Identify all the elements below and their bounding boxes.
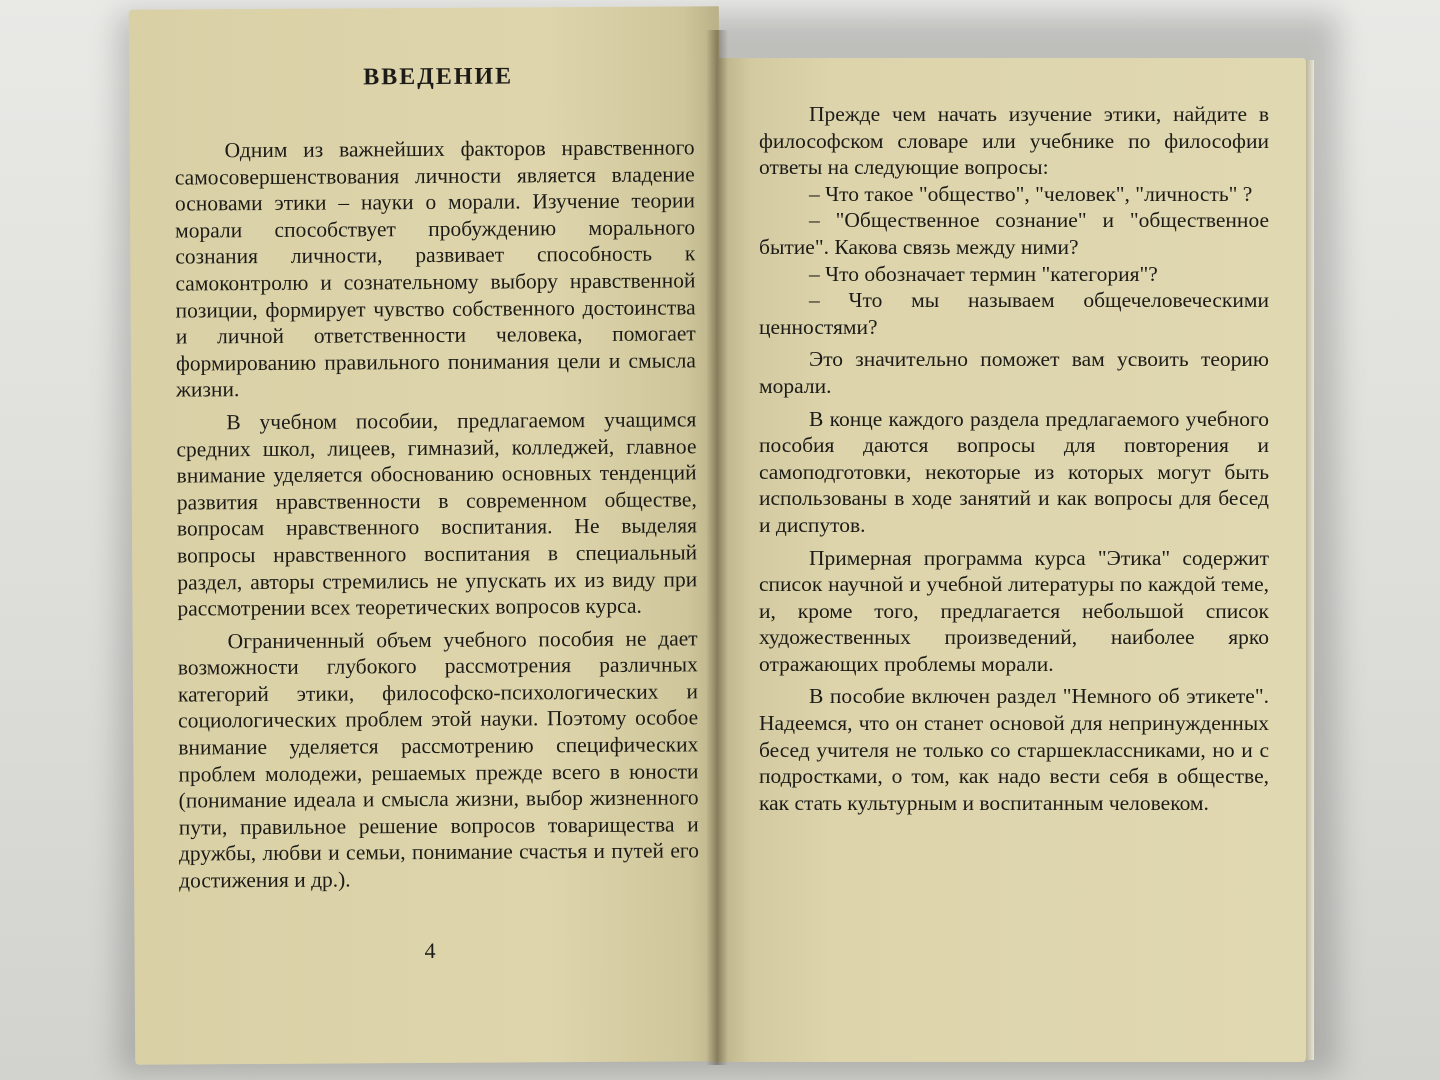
question-4: – Что мы называем общечеловеческими ценностями?	[759, 288, 1269, 339]
right-paragraph-4: В пособие включен раздел "Немного об этикете". Надеемся, что он станет основой для непринужденных бесед учителя не только со старшеклассниками, но и с подростками, о том, как надо вести себя в обществе, как стать культурным и воспитанным человеком.	[759, 684, 1269, 815]
right-paragraph-3: Примерная программа курса "Этика" содержит список научной и учебной литературы по каждой теме, и, кроме того, предлагается небольшой список художественных произведений, наиболее ярко отражающих проблемы морали.	[759, 545, 1269, 676]
left-page	[129, 6, 725, 1065]
left-paragraph-3: Ограниченный объем учебного пособия не дает возможности глубокого рассмотрения различных категорий этики, философско-психологических и социологических проблем этой науки. Поэтому особое внимание уделяется рассмотрению специфических проблем молодежи, решаемых прежде всего в юности (понимание идеала и смысла жизни, выбор жизненного пути, правильное решение вопросов товарищества и дружбы, любви и семьи, понимание счастья и путей его достижения и др.).	[177, 626, 700, 893]
right-paragraph-1: Это значительно поможет вам усвоить теорию морали.	[759, 347, 1269, 398]
question-2: – "Общественное сознание" и "общественное бытие". Какова связь между ними?	[759, 208, 1269, 259]
page-edge	[1306, 60, 1314, 1060]
right-page	[716, 58, 1306, 1062]
right-page-text	[759, 101, 1269, 816]
question-1: – Что такое "общество", "человек", "личность" ?	[809, 181, 1253, 206]
question-3: – Что обозначает термин "категория"?	[809, 261, 1158, 286]
book-gutter	[706, 30, 728, 1065]
page-number: 4	[424, 937, 436, 964]
left-paragraph-2: В учебном пособии, предлагаемом учащимся средних школ, лицеев, гимназий, колледжей, главное внимание уделяется обоснованию основных тенденций развития нравственности в современном обществе, вопросам нравственного воспитания. Не выделяя вопросы нравственного воспитания в специальный раздел, авторы стремились не упускать их из виду при рассмотрении всех теоретических вопросов курса.	[176, 407, 698, 621]
left-paragraph-1: Одним из важнейших факторов нравственного самосовершенствования личности является владение основами этики – науки о морали. Изучение теории морали способствует пробуждению морального сознания личности, развивает способность к самоконтролю и сознательному выбору нравственной позиции, формирует чувство собственного достоинства и личной ответственности человека, помогает формированию правильного понимания цели и смысла жизни.	[174, 135, 697, 402]
right-paragraph-2: В конце каждого раздела предлагаемого учебного пособия даются вопросы для повторения и самоподготовки, некоторые из которых могут быть использованы в ходе занятий и как вопросы для бесед и диспутов.	[759, 406, 1269, 537]
page-title: ВВЕДЕНИЕ	[363, 63, 514, 91]
left-page-text	[175, 134, 700, 894]
right-intro-paragraph: Прежде чем начать изучение этики, найдите в философском словаре или учебнике по философии ответы на следующие вопросы:	[759, 102, 1269, 180]
